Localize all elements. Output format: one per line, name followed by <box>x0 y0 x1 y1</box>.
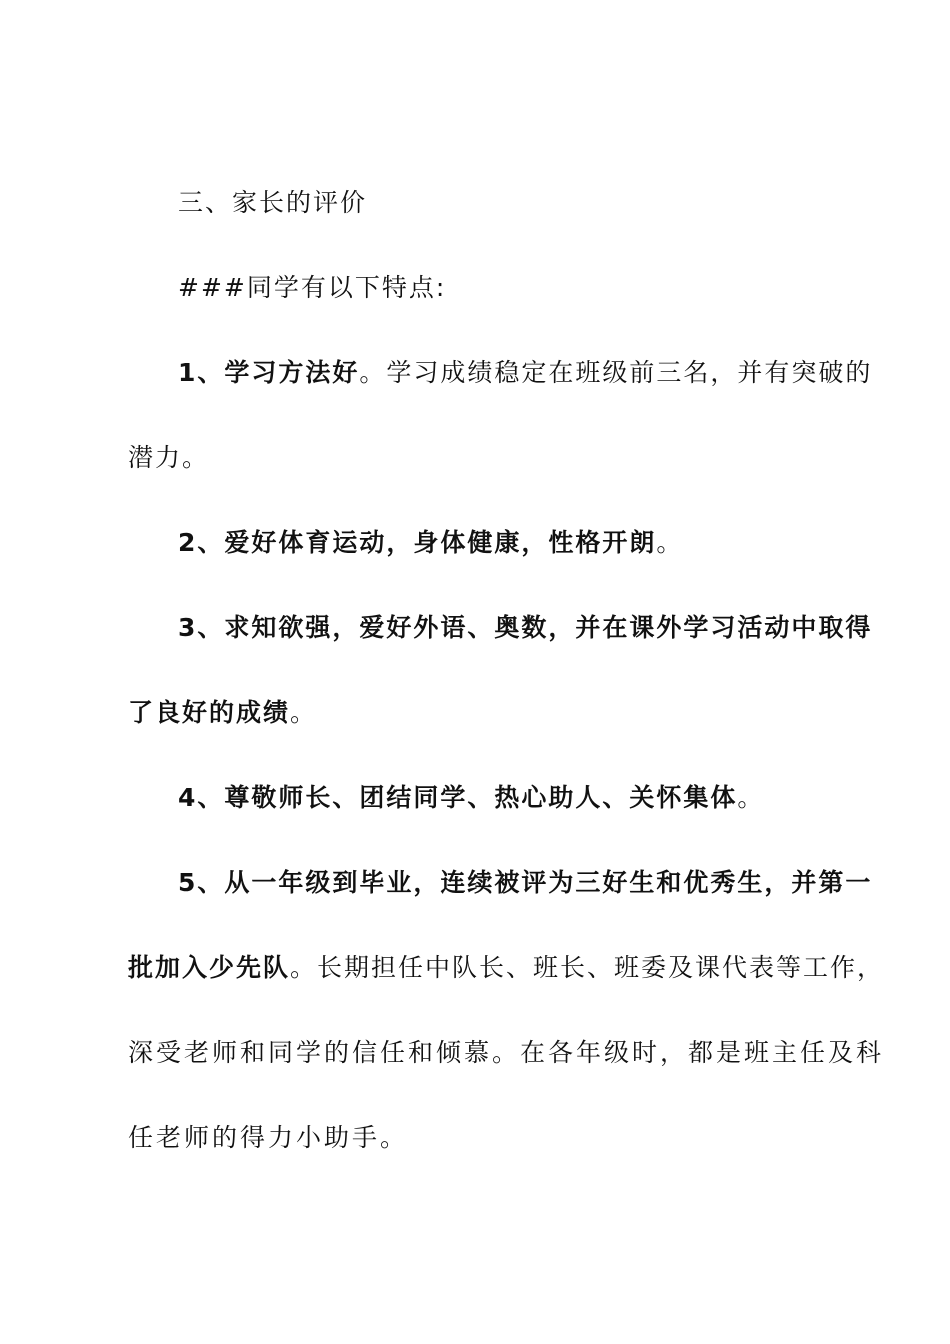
list-item-5-line-2 <box>128 951 885 985</box>
list-item-1-continuation: 潜力。 <box>128 443 210 472</box>
list-item-2-bold: 2、爱好体育运动，身体健康，性格开朗 <box>178 528 657 557</box>
list-item-1-text: 。学习成绩稳定在班级前三名，并有突破的 <box>359 358 873 387</box>
list-item-5-line-4-text: 任老师的得力小助手。 <box>128 1123 409 1152</box>
list-item-3-bold: 3、求知欲强，爱好外语、奥数，并在课外学习活动中取得 <box>178 613 873 642</box>
list-item-3-line-1 <box>178 611 898 645</box>
list-item-5-bold: 5、从一年级到毕业，连续被评为三好生和优秀生，并第一 <box>178 868 873 897</box>
list-item-1-bold: 1、学习方法好 <box>178 358 360 387</box>
list-item-5-continuation-bold: 批加入少先队 <box>128 953 291 982</box>
intro-text: ###同学有以下特点: <box>178 273 447 302</box>
list-item-1-line-2 <box>128 441 848 475</box>
intro-line <box>178 271 898 305</box>
list-item-3-line-2 <box>128 696 848 730</box>
list-item-1-line-1 <box>178 356 898 390</box>
list-item-2-text: 。 <box>656 528 684 557</box>
list-item-3-continuation: 。 <box>290 698 318 727</box>
section-heading-text: 三、家长的评价 <box>178 188 368 217</box>
list-item-5-line-3-text: 深受老师和同学的信任和倾慕。在各年级时，都是班主任及科 <box>128 1038 885 1067</box>
list-item-3-continuation-bold: 了良好的成绩 <box>128 698 291 727</box>
list-item-5-line-4 <box>128 1121 848 1155</box>
list-item-4-text: 。 <box>737 783 765 812</box>
list-item-2-line-1 <box>178 526 898 560</box>
list-item-5-line-1 <box>178 866 898 900</box>
list-item-4-line-1 <box>178 781 898 815</box>
list-item-4-bold: 4、尊敬师长、团结同学、热心助人、关怀集体 <box>178 783 738 812</box>
list-item-5-continuation: 。长期担任中队长、班长、班委及课代表等工作， <box>290 953 885 982</box>
list-item-5-line-3 <box>128 1036 885 1070</box>
section-heading <box>178 186 898 220</box>
